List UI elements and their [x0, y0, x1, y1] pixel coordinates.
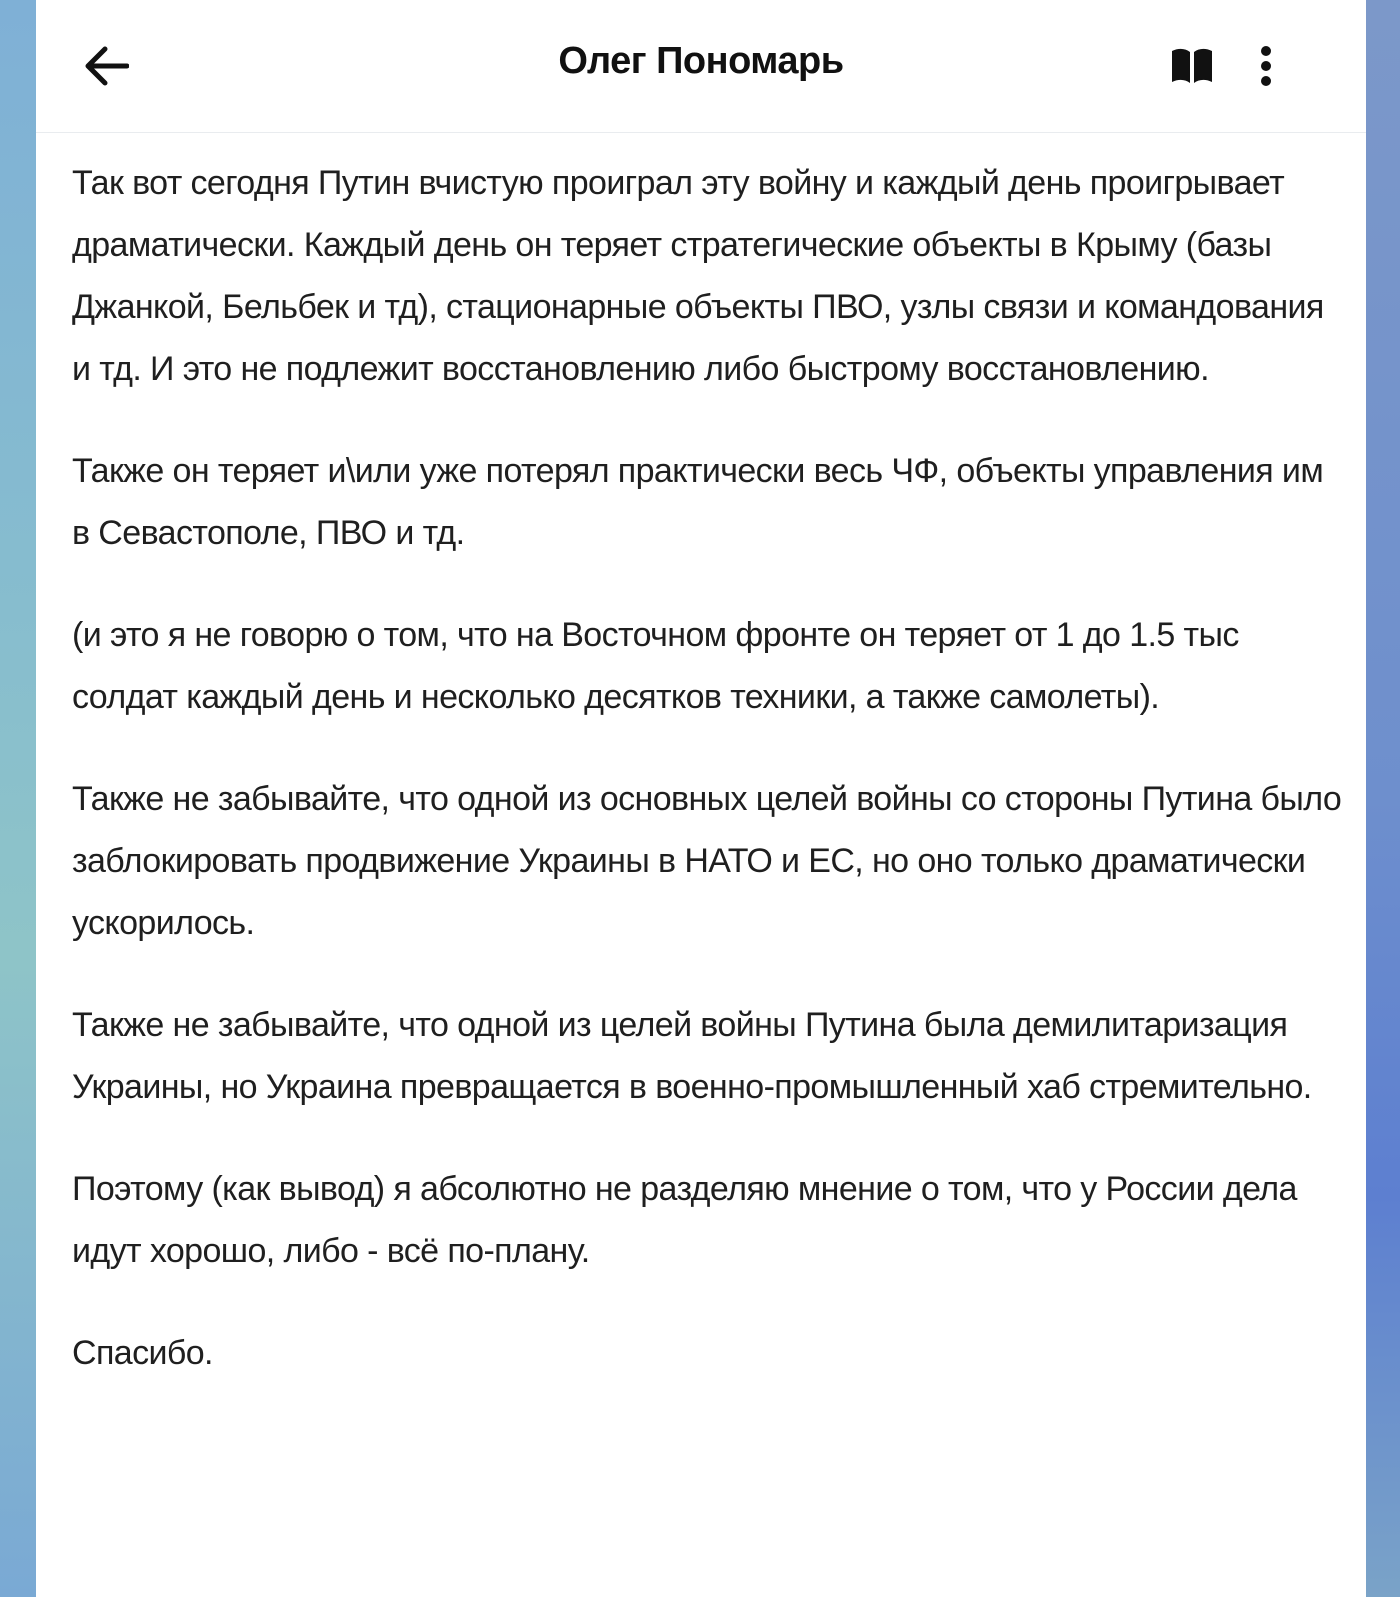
paragraph: Также не забывайте, что одной из целей войны Путина была демилитаризация Украины, но Украина превращается в военно-промышленный хаб стремительно.	[72, 1006, 1312, 1106]
instant-view-button[interactable]	[1164, 40, 1220, 92]
paragraph: Так вот сегодня Путин вчистую проиграл эту войну и каждый день проигрывает драматически. Каждый день он теряет стратегические объекты в Крыму (базы Джанкой, Бельбек и тд), стационарные объекты ПВО, узлы связи и командования и тд. И это не подлежит восстановлению либо быстрому восстановлению.	[72, 164, 1324, 388]
page-title: Олег Пономарь	[558, 40, 844, 82]
background-right-edge	[1366, 0, 1400, 1597]
paragraph: (и это я не говорю о том, что на Восточном фронте он теряет от 1 до 1.5 тыс солдат каждый день и несколько десятков техники, а также самолеты).	[72, 616, 1239, 716]
reader-panel	[36, 0, 1366, 1597]
paragraph: Также не забывайте, что одной из основных целей войны со стороны Путина было заблокировать продвижение Украины в НАТО и ЕС, но оно только драматически ускорилось.	[72, 780, 1342, 942]
paragraph: Также он теряет и\или уже потерял практически весь ЧФ, объекты управления им в Севастополе, ПВО и тд.	[72, 452, 1324, 552]
top-bar	[36, 0, 1366, 133]
paragraph: Поэтому (как вывод) я абсолютно не разделяю мнение о том, что у России дела идут хорошо, либо - всё по-плану.	[72, 1170, 1297, 1270]
post-text	[72, 152, 1342, 1424]
paragraph: Спасибо.	[72, 1334, 213, 1372]
more-options-button[interactable]	[1246, 40, 1286, 92]
more-vertical-icon	[1259, 45, 1273, 87]
book-open-icon	[1170, 47, 1214, 85]
